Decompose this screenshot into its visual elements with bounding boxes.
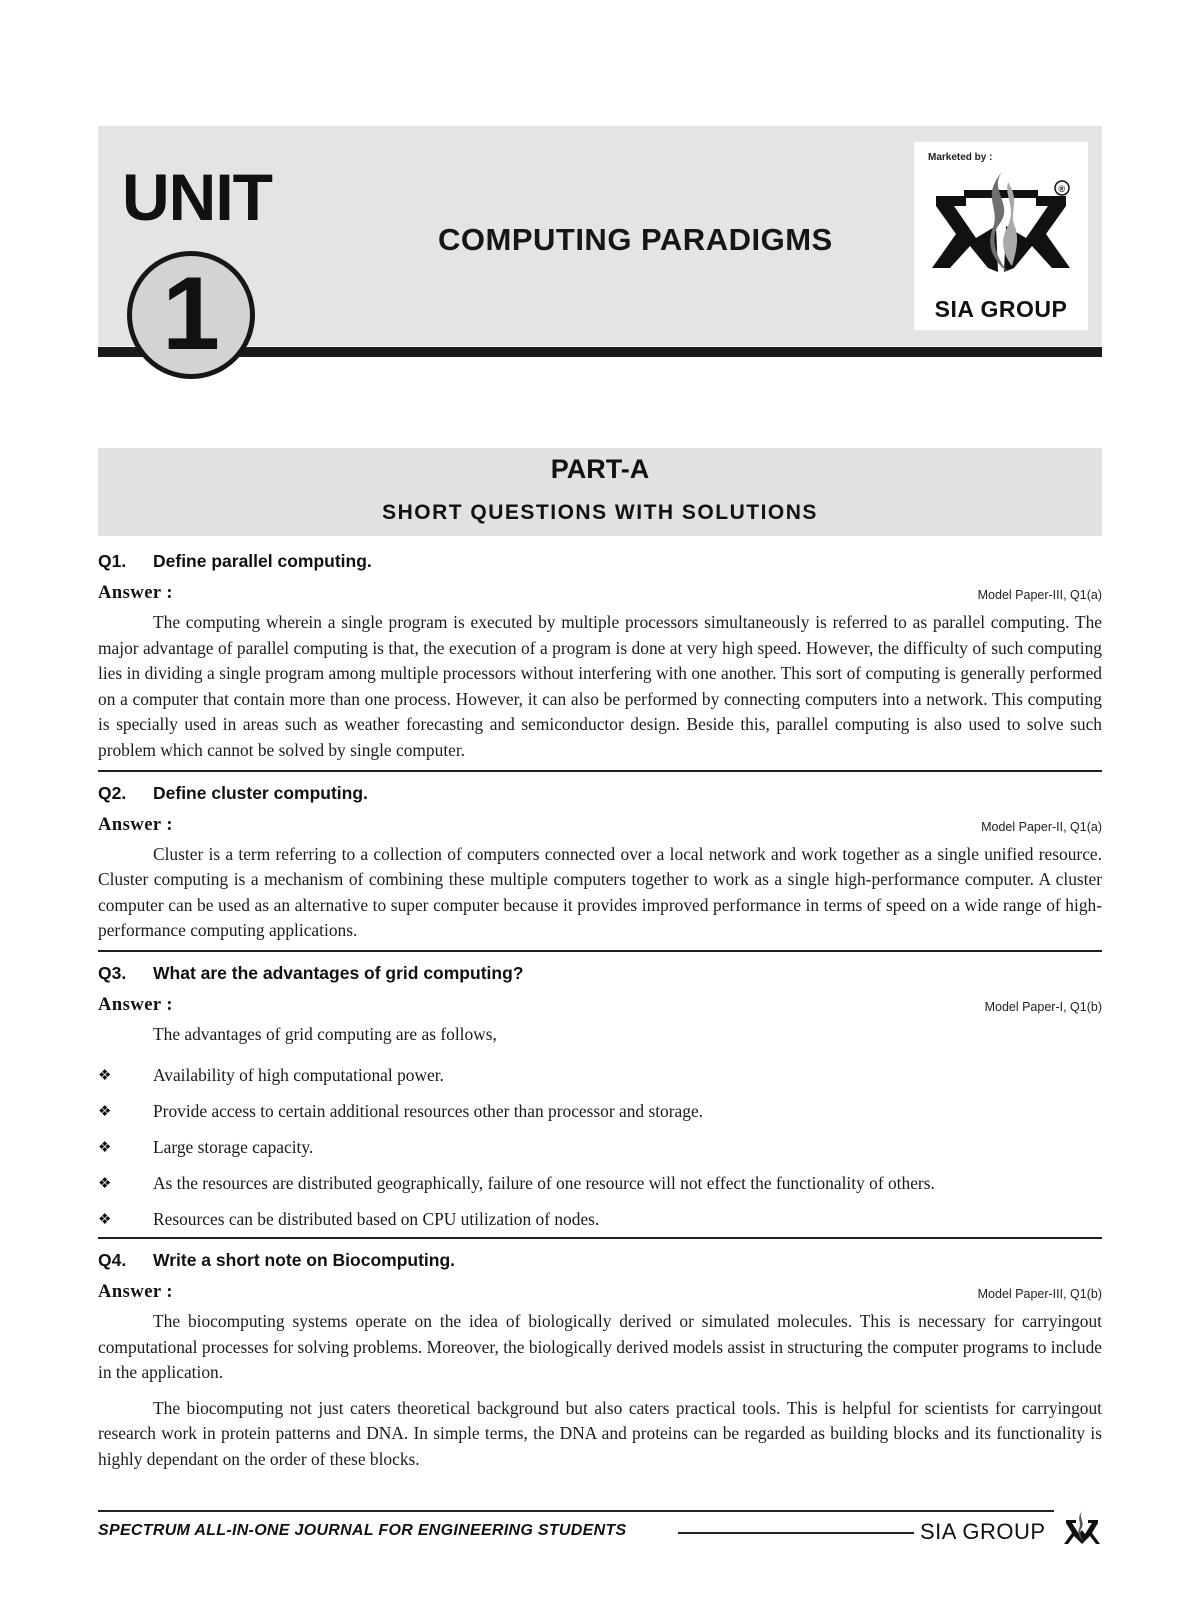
footer-journal-title: SPECTRUM ALL-IN-ONE JOURNAL FOR ENGINEERING STUDENTS bbox=[98, 1522, 627, 1539]
answer-label: Answer : bbox=[98, 994, 174, 1015]
question-heading bbox=[98, 778, 1102, 808]
unit-word: UNIT bbox=[122, 160, 272, 234]
footer-rule bbox=[98, 1510, 1054, 1512]
question-heading bbox=[98, 958, 1102, 988]
model-paper-ref: Model Paper-III, Q1(b) bbox=[977, 1286, 1102, 1301]
diamond-bullet-icon: ❖ bbox=[98, 1137, 112, 1156]
answer-paragraph: Cluster is a term referring to a collection of computers connected over a local network and work together as a single unified resource. Cluster computing is a mechanism of combining these multiple computers together to work as a single high-performance computer. A cluster computer can be used as an alternative to super computer because it provides improved performance in terms of speed on a wide range of high-performance computing applications. bbox=[98, 843, 1102, 941]
footer-divider bbox=[678, 1532, 914, 1534]
question-number: Q2. bbox=[98, 782, 127, 803]
section-divider bbox=[98, 1237, 1102, 1239]
page-footer bbox=[98, 1510, 1102, 1552]
answer-intro: The advantages of grid computing are as follows, bbox=[153, 1023, 497, 1044]
logo-brand-text: SIA GROUP bbox=[934, 296, 1068, 322]
part-title: PART-A bbox=[550, 454, 650, 484]
list-item-text: Provide access to certain additional resources other than processor and storage. bbox=[153, 1100, 704, 1121]
part-banner bbox=[98, 448, 1102, 536]
unit-number-badge bbox=[127, 251, 255, 379]
model-paper-ref: Model Paper-III, Q1(a) bbox=[977, 588, 1102, 602]
marketed-by-label: Marketed by : bbox=[928, 152, 993, 163]
list-item-text: Availability of high computational power. bbox=[153, 1064, 444, 1085]
sia-group-logo bbox=[914, 142, 1088, 330]
section-divider bbox=[98, 950, 1102, 952]
sia-group-logo-icon bbox=[1064, 1510, 1100, 1546]
answer-row bbox=[98, 988, 1102, 1022]
sia-group-logo-icon bbox=[926, 168, 1076, 294]
answer-label: Answer : bbox=[98, 583, 174, 603]
answer-paragraph: The biocomputing not just caters theoretical background but also caters practical tools. This is helpful for scientists for carryingout research work in protein patterns and DNA. In simple terms, the DNA and proteins can be regarded as building blocks and its functionality is highly dependant on the order of these blocks. bbox=[98, 1397, 1102, 1469]
answer-row bbox=[98, 576, 1102, 610]
unit-number: 1 bbox=[162, 256, 220, 372]
model-paper-ref: Model Paper-II, Q1(a) bbox=[981, 819, 1102, 834]
answer-label: Answer : bbox=[98, 814, 174, 835]
list-item-text: Large storage capacity. bbox=[153, 1136, 314, 1157]
svg-text:®: ® bbox=[1058, 184, 1066, 194]
answer-row bbox=[98, 808, 1102, 842]
question-text: Define parallel computing. bbox=[153, 551, 372, 571]
footer-brand: SIA GROUP bbox=[920, 1519, 1046, 1544]
diamond-bullet-icon: ❖ bbox=[98, 1101, 112, 1120]
part-subtitle: SHORT QUESTIONS WITH SOLUTIONS bbox=[382, 501, 818, 524]
unit-title: COMPUTING PARADIGMS bbox=[438, 222, 833, 257]
list-item-text: As the resources are distributed geographically, failure of one resource will not effect the functionality of others. bbox=[153, 1172, 935, 1193]
question-number: Q3. bbox=[98, 962, 127, 983]
question-text: Define cluster computing. bbox=[153, 782, 368, 803]
question-text: What are the advantages of grid computing? bbox=[153, 962, 524, 983]
answer-row bbox=[98, 1275, 1102, 1309]
question-text: Write a short note on Biocomputing. bbox=[153, 1249, 456, 1270]
answer-paragraph: The biocomputing systems operate on the idea of biologically derived or simulated molecules. This is necessary for carryingout computational processes for solving problems. Moreover, the biologically derived models assist in structuring the computer programs to include in the application. bbox=[98, 1310, 1102, 1383]
list-item bbox=[98, 1201, 1102, 1237]
question-number: Q1. bbox=[98, 551, 127, 571]
question-heading bbox=[98, 1245, 1102, 1275]
question-heading bbox=[98, 546, 1102, 576]
model-paper-ref: Model Paper-I, Q1(b) bbox=[984, 999, 1102, 1014]
list-item-text: Resources can be distributed based on CPU utilization of nodes. bbox=[153, 1208, 600, 1229]
question-number: Q4. bbox=[98, 1249, 127, 1270]
list-item bbox=[98, 1057, 1102, 1093]
answer-label: Answer : bbox=[98, 1281, 174, 1302]
list-item bbox=[98, 1093, 1102, 1129]
question-list bbox=[98, 546, 1102, 1473]
section-divider bbox=[98, 770, 1102, 772]
diamond-bullet-icon: ❖ bbox=[98, 1173, 112, 1192]
list-item bbox=[98, 1129, 1102, 1165]
diamond-bullet-icon: ❖ bbox=[98, 1209, 112, 1228]
diamond-bullet-icon: ❖ bbox=[98, 1065, 112, 1084]
answer-paragraph: The computing wherein a single program is executed by multiple processors simultaneously is referred to as parallel computing. The major advantage of parallel computing is that, the execution of a program is done at very high speed. However, the difficulty of such computing lies in dividing a single program among multiple processors without interfering with one another. This sort of computing is generally performed on a computer that contain more than one process. However, it can also be performed by connecting computers into a network. This computing is specially used in areas such as weather forecasting and semiconductor design. Beside this, parallel computing is also used to solve such problem which cannot be solved by single computer. bbox=[98, 612, 1102, 760]
list-item bbox=[98, 1165, 1102, 1201]
